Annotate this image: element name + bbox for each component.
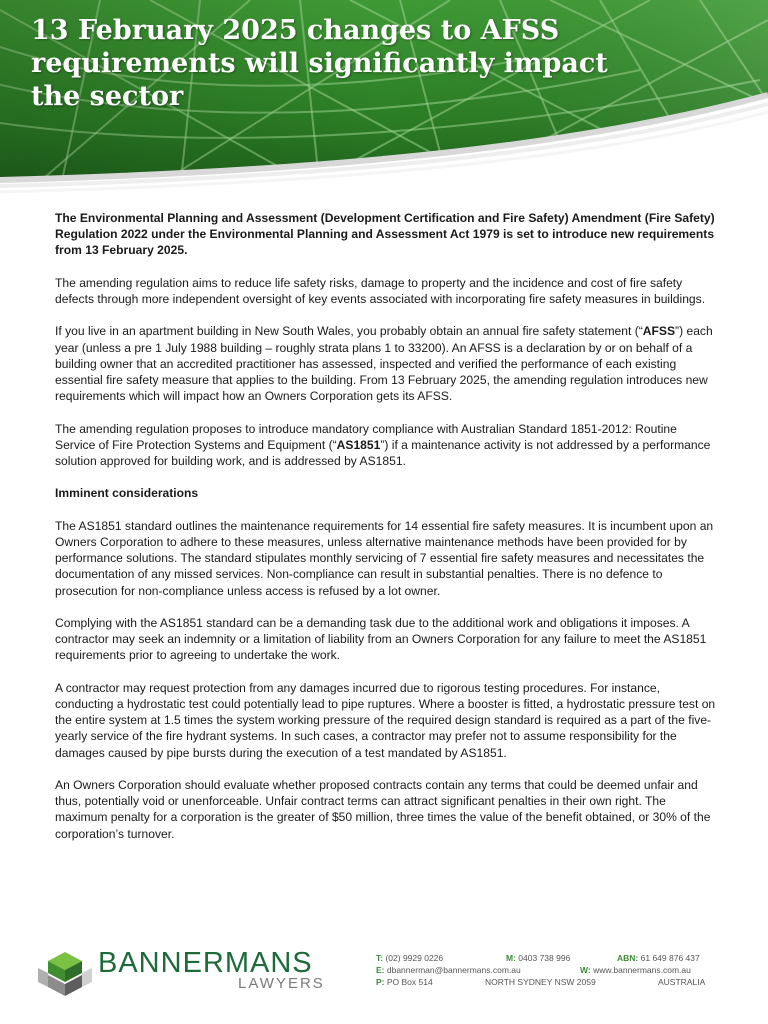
email-link[interactable]: dbannerman@bannermans.com.au (386, 965, 521, 975)
email-line (376, 965, 521, 976)
paragraph-1: The amending regulation aims to reduce life safety risks, damage to property and the incidence and cost of fire safety defects through more independent oversight of key events associated with incorporating fire safety measures in buildings. (55, 275, 706, 306)
term-afss: AFSS (642, 324, 676, 339)
term-as1851: AS1851 (336, 437, 381, 452)
web-line (580, 965, 691, 976)
header-banner (0, 0, 768, 200)
email-label: E: (376, 965, 385, 975)
po-label: P: (376, 977, 385, 987)
brand-name: BANNERMANS (98, 947, 313, 979)
paragraph-2 (55, 323, 717, 404)
web-label: W: (580, 965, 591, 975)
mobile-line (506, 953, 570, 964)
country-line: AUSTRALIA (658, 977, 706, 987)
phone-line (376, 953, 443, 964)
paragraph-6: A contractor may request protection from any damages incurred due to rigorous testing procedures. For instance, conducting a hydrostatic test could potentially lead to pipe ruptures. Where a booster is fitted, a hydrostatic pressure test on the entire system at 1.5 times the system working pressure of the required design standard is required as a part of the five-yearly service of the fire hydrant systems. In such cases, a contractor may prefer not to assume responsibility for the damages caused by pipe bursts during the execution of a test mandated by AS1851. (55, 680, 716, 760)
section-heading: Imminent considerations (55, 486, 199, 501)
web-link[interactable]: www.bannermans.com.au (593, 965, 691, 975)
po-box: PO Box 514 (386, 977, 433, 987)
abn-number: 61 649 876 437 (640, 953, 700, 963)
paragraph-3 (55, 421, 717, 470)
paragraph-7: An Owners Corporation should evaluate whether proposed contracts contain any terms that could be deemed unfair and thus, potentially void or unenforceable. Unfair contract terms can attract significant penalties in their own right. The maximum penalty for a corporation is the greater of $50 million, three times the value of the benefit obtained, or 30% of the corporation’s turnover. (55, 777, 711, 841)
mobile-number: 0403 738 996 (518, 953, 571, 963)
bannermans-logo-icon (36, 948, 94, 998)
paragraph-2-part-1: If you live in an apartment building in New South Wales, you probably obtain an annual fire safety statement (“ (55, 324, 643, 339)
paragraph-4: The AS1851 standard outlines the maintenance requirements for 14 essential fire safety measures. It is incumbent upon an Owners Corporation to adhere to these measures, unless alternative maintenance methods have been provided for by performance solutions. The standard stipulates monthly servicing of 7 essential fire safety measures and necessitates the documentation of any missed services. Non-compliance can result in substantial penalties. There is no defence to prosecution for non-compliance unless access is refused by a lot owner. (55, 518, 714, 598)
article-body (55, 210, 717, 858)
suburb-line: NORTH SYDNEY NSW 2059 (485, 977, 596, 987)
phone-number: (02) 9929 0226 (385, 953, 444, 963)
intro-paragraph: The Environmental Planning and Assessment (Development Certification and Fire Safety) Amendment (Fire Safety) Regulation 2022 under the Environmental Planning and Assessment Act 1979 is set to introduce new requirements from 13 February 2025. (55, 211, 715, 258)
page-title: 13 February 2025 changes to AFSS requirements will significantly impact the sector (31, 15, 608, 112)
paragraph-5: Complying with the AS1851 standard can be a demanding task due to the additional work and obligations it imposes. A contractor may seek an indemnity or a limitation of liability from an Owners Corporation for any failure to meet the AS1851 requirements prior to agreeing to undertake the work. (55, 615, 707, 663)
po-line (376, 977, 433, 988)
brand-subtitle: LAWYERS (238, 975, 325, 992)
footer (0, 940, 768, 1024)
mobile-label: M: (506, 953, 516, 963)
paragraph-2-part-2: ”) each year (unless a pre 1 July 1988 building – roughly strata plans 1 to 33200). An AFSS is a declaration by or on behalf of a building owner that an accredited practitioner has assessed, inspected and verified the performance of each existing essential fire safety measure that applies to the building. From 13 February 2025, the amending regulation introduces new requirements which will impact how an Owners Corporation gets its AFSS. (55, 324, 713, 404)
phone-label: T: (376, 953, 384, 963)
paragraph-3-part-2: ”) if a maintenance activity is not addressed by a performance solution approved for building work, and is addressed by AS1851. (55, 437, 711, 468)
abn-label: ABN: (617, 953, 639, 963)
abn-line (617, 953, 700, 964)
paragraph-3-part-1: The amending regulation proposes to introduce mandatory compliance with Australian Standard 1851-2012: Routine Service of Fire Protection Systems and Equipment (“ (55, 421, 677, 452)
